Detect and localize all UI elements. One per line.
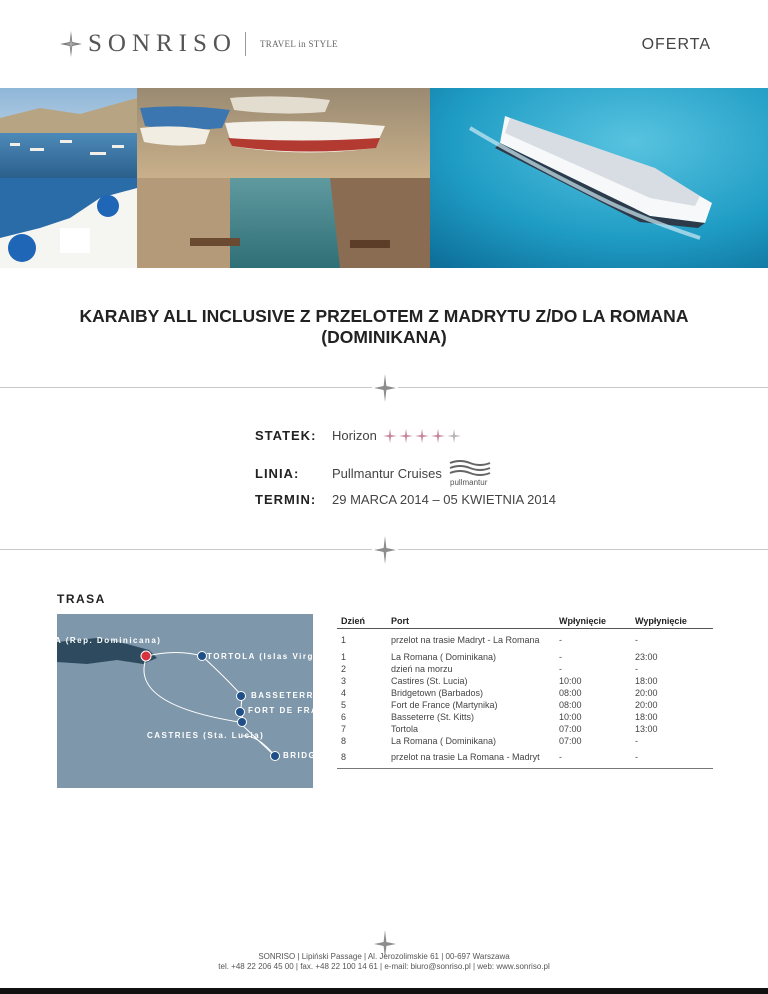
offer-title <box>40 306 728 348</box>
map-label-bridgetown: BRIDG <box>283 751 317 760</box>
cell-day: 1 <box>341 651 347 662</box>
section-divider <box>0 378 768 398</box>
route-map <box>55 614 339 788</box>
cell-day: 8 <box>337 747 387 769</box>
star-filled-icon <box>399 429 413 443</box>
cell-port: La Romana ( Dominikana) <box>391 735 497 746</box>
cell-arrival: 08:00 <box>559 687 582 698</box>
divider-line-right <box>398 387 768 388</box>
table-row <box>337 687 713 699</box>
page-header <box>0 0 768 88</box>
offer-title-line1: KARAIBY ALL INCLUSIVE Z PRZELOTEM Z MADRYTU Z/DO LA ROMANA <box>79 306 689 326</box>
cell-departure: 20:00 <box>635 687 658 698</box>
venice-canal-photo <box>137 178 430 268</box>
cell-port: Castires (St. Lucia) <box>391 675 468 686</box>
offer-title-line2: (DOMINIKANA) <box>321 327 447 347</box>
column-header-departure: Wypłynięcie <box>631 614 713 629</box>
cell-day: 7 <box>341 723 347 734</box>
map-label-castries: CASTRIES (Sta. Lucia) <box>147 731 265 740</box>
bottom-bar <box>0 988 768 994</box>
cell-port: Basseterre (St. Kitts) <box>391 711 475 722</box>
table-row <box>337 675 713 687</box>
cell-port: La Romana ( Dominikana) <box>391 651 497 662</box>
map-label-basseterre: BASSETERRE <box>251 691 321 700</box>
cell-arrival: 10:00 <box>559 675 582 686</box>
cell-departure: - <box>635 735 638 746</box>
route-heading: TRASA <box>57 592 106 606</box>
ship-row <box>255 428 461 443</box>
cell-day: 2 <box>341 663 347 674</box>
line-value: Pullmantur Cruises <box>332 465 442 481</box>
cell-departure: 20:00 <box>635 699 658 710</box>
table-row <box>337 629 713 651</box>
ship-label: STATEK: <box>255 428 317 443</box>
cell-port: przelot na trasie Madryt - La Romana <box>391 634 540 645</box>
itinerary-table <box>337 614 713 769</box>
cell-arrival: - <box>559 651 562 662</box>
ship-value: Horizon <box>332 428 377 443</box>
table-row <box>337 663 713 675</box>
star-empty-icon <box>447 429 461 443</box>
table-row <box>337 723 713 735</box>
document-type: OFERTA <box>641 36 711 53</box>
ship-rating <box>383 429 461 443</box>
cell-arrival: - <box>555 747 631 769</box>
cell-port: Bridgetown (Barbados) <box>391 687 484 698</box>
harbour-photo <box>0 88 137 178</box>
cell-arrival: 10:00 <box>559 711 582 722</box>
cell-departure: - <box>631 747 713 769</box>
santorini-photo <box>0 178 137 268</box>
page-footer <box>0 952 768 972</box>
map-label-dominicana: A (Rep. Dominicana) <box>55 636 162 645</box>
divider-line-left <box>0 387 372 388</box>
table-row <box>337 699 713 711</box>
cell-arrival: 07:00 <box>559 723 582 734</box>
cell-arrival: - <box>559 663 562 674</box>
cell-departure: - <box>635 634 638 645</box>
line-label: LINIA: <box>255 465 300 481</box>
cell-arrival: 08:00 <box>559 699 582 710</box>
basseterre-marker <box>237 692 246 701</box>
column-header-port: Port <box>387 614 555 629</box>
table-row <box>337 747 713 769</box>
cell-port: Fort de France (Martynika) <box>391 699 498 710</box>
cell-arrival: 07:00 <box>559 735 582 746</box>
logo-divider <box>245 32 246 56</box>
cell-departure: 13:00 <box>635 723 658 734</box>
divider-line-left <box>0 549 372 550</box>
star-filled-icon <box>431 429 445 443</box>
compass-star-icon <box>60 31 82 57</box>
table-row <box>337 735 713 747</box>
hero-photo-collage <box>0 88 768 268</box>
table-row <box>337 651 713 663</box>
footer-contacts: tel. +48 22 206 45 00 | fax. +48 22 100 14 61 | e-mail: biuro@sonriso.pl | web: www.sonriso.pl <box>218 962 550 971</box>
beach-boats-photo <box>137 88 430 178</box>
bridgetown-marker <box>271 752 280 761</box>
table-header-row <box>337 614 713 629</box>
cruise-ship-photo <box>430 88 768 268</box>
map-label-fort-de-france: FORT DE FRAN <box>248 706 326 715</box>
cell-departure: 23:00 <box>635 651 658 662</box>
cell-departure: 18:00 <box>635 711 658 722</box>
column-header-arrival: Wpłynięcie <box>555 614 631 629</box>
star-filled-icon <box>383 429 397 443</box>
sonriso-logo[interactable] <box>60 30 338 58</box>
fort-de-france-marker <box>236 708 245 717</box>
line-row <box>255 458 498 488</box>
cell-port: Tortola <box>391 723 419 734</box>
column-header-day: Dzień <box>337 614 387 629</box>
section-divider <box>0 540 768 560</box>
cell-departure: 18:00 <box>635 675 658 686</box>
star-filled-icon <box>415 429 429 443</box>
castries-marker <box>238 718 247 727</box>
cell-departure: - <box>635 663 638 674</box>
cell-port: dzień na morzu <box>391 663 453 674</box>
term-label: TERMIN: <box>255 492 317 507</box>
pullmantur-logo <box>448 458 498 488</box>
compass-star-icon <box>374 536 396 564</box>
brand-tagline: TRAVEL in STYLE <box>259 39 338 49</box>
cell-day: 1 <box>341 634 347 645</box>
map-label-tortola: TORTOLA (Islas Virgenes <box>207 652 339 661</box>
divider-line-right <box>398 549 768 550</box>
footer-address: SONRISO | Lipiński Passage | Al. Jerozolimskie 61 | 00-697 Warszawa <box>258 952 510 961</box>
term-row <box>255 492 556 507</box>
term-value: 29 MARCA 2014 – 05 KWIETNIA 2014 <box>332 492 557 507</box>
cell-day: 8 <box>341 735 347 746</box>
pullmantur-logo-text: pullmantur <box>449 478 488 487</box>
cell-day: 5 <box>341 699 347 710</box>
cell-port: przelot na trasie La Romana - Madryt <box>387 747 555 769</box>
brand-name: SONRISO <box>88 30 237 57</box>
la-romana-marker <box>141 651 151 661</box>
cell-day: 4 <box>341 687 347 698</box>
table-row <box>337 711 713 723</box>
tortola-marker <box>198 652 207 661</box>
cell-day: 6 <box>341 711 347 722</box>
cell-arrival: - <box>559 634 562 645</box>
compass-star-icon <box>374 374 396 402</box>
cell-day: 3 <box>341 675 347 686</box>
